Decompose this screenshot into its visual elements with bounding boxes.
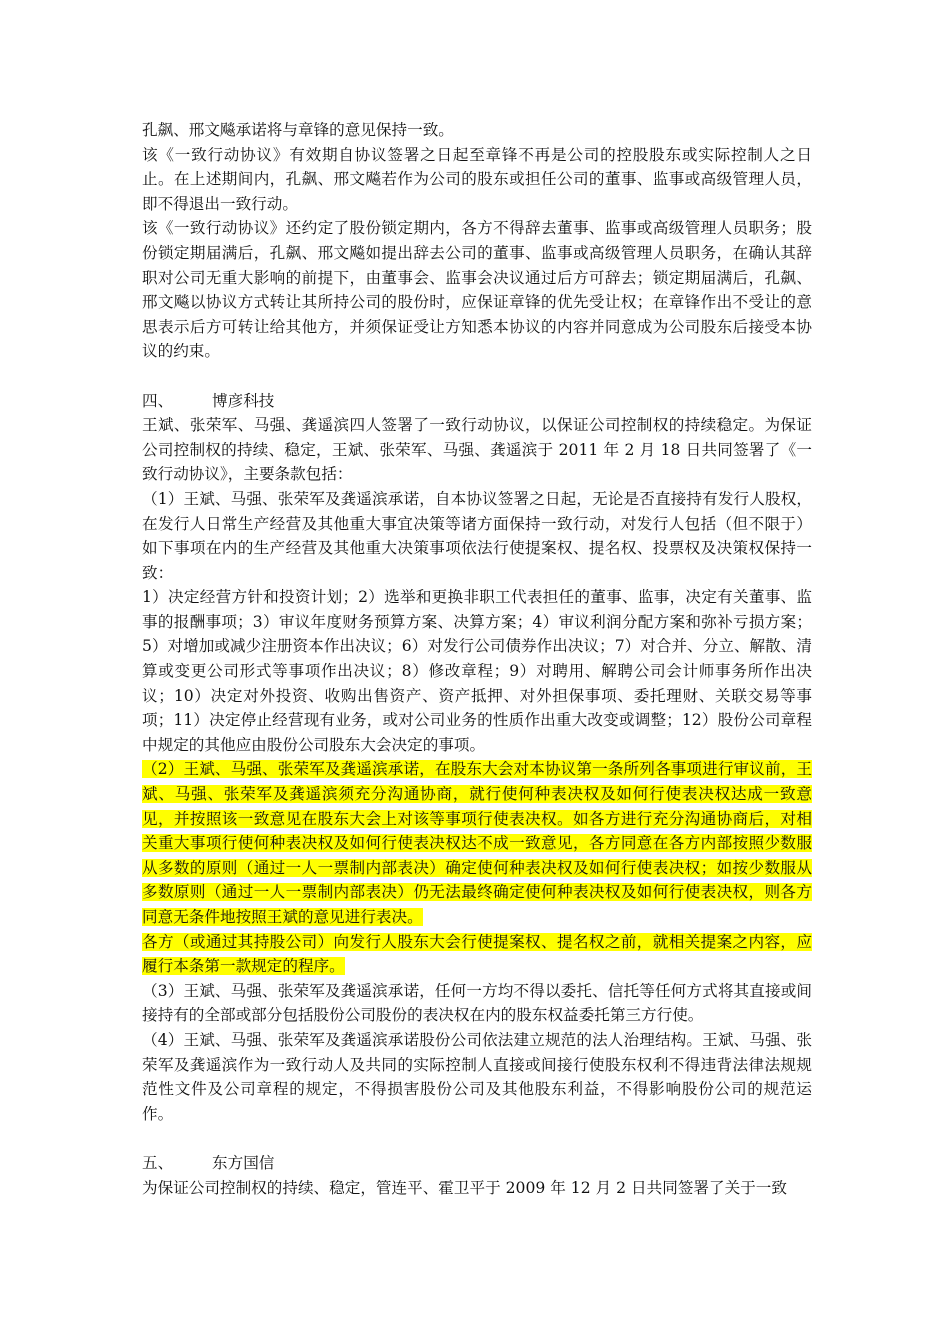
paragraph-agreement-intro: 王斌、张荣军、马强、龚遥滨四人签署了一致行动协议，以保证公司控制权的持续稳定。为保证公司控制权的持续、稳定，王斌、张荣军、马强、龚遥滨于 2011 年 2 月 18 日共同签署了《一致行动协议》，主要条款包括： xyxy=(142,416,812,484)
paragraph-commitment: 孔飙、邢文飚承诺将与章锋的意见保持一致。 xyxy=(142,121,454,139)
paragraph-matters-list: 1）决定经营方针和投资计划；2）选举和更换非职工代表担任的董事、监事，决定有关董事、监事的报酬事项；3）审议年度财务预算方案、决算方案；4）审议利润分配方案和弥补亏损方案；5）对增加或减少注册资本作出决议；6）对发行公司债券作出决议；7）对合并、分立、解散、清算或变更公司形式等事项作出决议；8）修改章程；9）对聘用、解聘公司会计师事务所作出决议；10）决定对外投资、收购出售资产、资产抵押、对外担保事项、委托理财、关联交易等事项；11）决定停止经营现有业务，或对公司业务的性质作出重大改变或调整；12）股份公司章程中规定的其他应由股份公司股东大会决定的事项。 xyxy=(142,588,812,754)
section-number: 四、 xyxy=(142,391,174,410)
section-number: 五、 xyxy=(142,1153,174,1172)
section-title: 东方国信 xyxy=(212,1153,275,1172)
spacer xyxy=(142,364,812,389)
paragraph-lockup: 该《一致行动协议》还约定了股份锁定期内，各方不得辞去董事、监事或高级管理人员职务；股份锁定期届满后，孔飙、邢文飚如提出辞去公司的董事、监事或高级管理人员职务，在确认其辞职对公司无重大影响的前提下，由董事会、监事会决议通过后方可辞去；锁定期届满后，孔飙、邢文飚以协议方式转让其所持公司的股份时，应保证章锋的优先受让权；在章锋作出不受让的意思表示后方可转让给其他方，并须保证受让方知悉本协议的内容并同意成为公司股东后接受本协议的约束。 xyxy=(142,219,812,361)
paragraph-clause-1: （1）王斌、马强、张荣军及龚遥滨承诺，自本协议签署之日起，无论是否直接持有发行人股权，在发行人日常生产经营及其他重大事宜决策等诸方面保持一致行动，对发行人包括（但不限于）如下事项在内的生产经营及其他重大决策事项依法行使提案权、提名权、投票权及决策权保持一致： xyxy=(142,489,812,582)
paragraph-clause-4: （4）王斌、马强、张荣军及龚遥滨承诺股份公司依法建立规范的法人治理结构。王斌、马强、张荣军及龚遥滨作为一致行动人及共同的实际控制人直接或间接行使股东权利不得违背法律法规规范性文件及公司章程的规定，不得损害股份公司及其他股东利益，不得影响股份公司的规范运作。 xyxy=(142,1030,812,1123)
section-heading-5 xyxy=(142,1151,812,1176)
paragraph-clause-3: （3）王斌、马强、张荣军及龚遥滨承诺，任何一方均不得以委托、信托等任何方式将其直接或间接持有的全部或部分包括股份公司股份的表决权在内的股东权益委托第三方行使。 xyxy=(142,981,812,1025)
paragraph-proposal-procedure xyxy=(142,930,812,979)
paragraph-clause-2 xyxy=(142,757,812,929)
section-heading-4 xyxy=(142,389,812,414)
document-body xyxy=(142,118,812,1200)
highlighted-text: 各方（或通过其持股公司）向发行人股东大会行使提案权、提名权之前，就相关提案之内容，应履行本条第一款规定的程序。 xyxy=(142,932,812,976)
paragraph-section5-intro: 为保证公司控制权的持续、稳定，管连平、霍卫平于 2009 年 12 月 2 日共同签署了关于一致 xyxy=(142,1178,787,1197)
section-title: 博彦科技 xyxy=(212,391,275,410)
highlighted-text: （2）王斌、马强、张荣军及龚遥滨承诺，在股东大会对本协议第一条所列各事项进行审议前，王斌、马强、张荣军及龚遥滨须充分沟通协商，就行使何种表决权及如何行使表决权达成一致意见，并按照该一致意见在股东大会上对该等事项行使表决权。如各方进行充分沟通协商后，对相关重大事项行使何种表决权及如何行使表决权达不成一致意见，各方同意在各方内部按照少数服从多数的原则（通过一人一票制内部表决）确定使何种表决权及如何行使表决权；如按少数服从多数原则（通过一人一票制内部表决）仍无法最终确定使何种表决权及如何行使表决权，则各方同意无条件地按照王斌的意见进行表决。 xyxy=(142,760,812,926)
paragraph-validity: 该《一致行动协议》有效期自协议签署之日起至章锋不再是公司的控股股东或实际控制人之日止。在上述期间内，孔飙、邢文飚若作为公司的股东或担任公司的董事、监事或高级管理人员，即不得退出一致行动。 xyxy=(142,145,812,213)
spacer xyxy=(142,1126,812,1151)
